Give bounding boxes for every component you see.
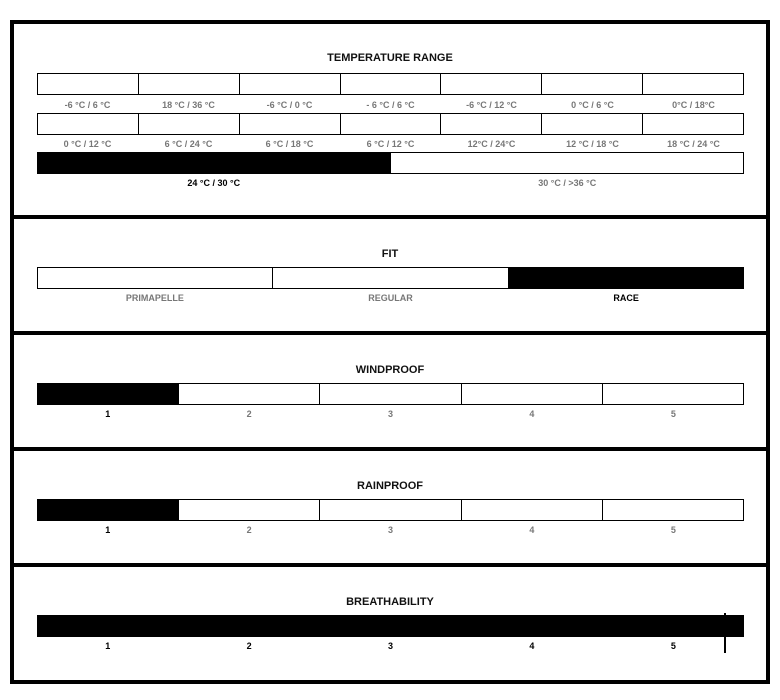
level-cell-filled <box>179 616 320 636</box>
temp-label: -6 °C / 12 °C <box>466 100 517 110</box>
temp-label: 12°C / 24°C <box>467 139 516 149</box>
level-cell <box>603 384 743 404</box>
temp-cell <box>441 114 542 134</box>
breathability-title: BREATHABILITY <box>346 596 434 608</box>
level-cell-filled <box>38 384 179 404</box>
level-label: 4 <box>529 641 535 651</box>
level-cell-filled <box>38 500 179 520</box>
level-cell-filled <box>462 616 603 636</box>
temp-label: 0 °C / 6 °C <box>571 100 614 110</box>
temp-cell <box>38 74 139 94</box>
temp-cell <box>441 74 542 94</box>
temp-label: - 6 °C / 6 °C <box>366 100 415 110</box>
temp-cell <box>643 74 743 94</box>
temp-cell <box>341 114 442 134</box>
temp-cell <box>139 74 240 94</box>
temp-cell-selected <box>38 153 391 173</box>
level-label: 2 <box>246 409 252 419</box>
level-cell <box>462 384 603 404</box>
temp-cell <box>38 114 139 134</box>
temp-label: -6 °C / 0 °C <box>266 100 313 110</box>
temperature-bar-1 <box>37 73 744 95</box>
level-cell-filled <box>38 616 179 636</box>
level-label: 1 <box>105 641 111 651</box>
temp-label: 6 °C / 12 °C <box>366 139 415 149</box>
temp-label: 0 °C / 12 °C <box>63 139 112 149</box>
windproof-bar <box>37 383 744 405</box>
rainproof-title: RAINPROOF <box>357 480 423 492</box>
windproof-title: WINDPROOF <box>355 364 425 376</box>
temp-label: 0°C / 18°C <box>672 100 715 110</box>
level-cell <box>320 500 461 520</box>
fit-bar <box>37 267 744 289</box>
fit-label: REGULAR <box>368 293 413 303</box>
breathability-section <box>14 567 766 680</box>
fit-label-selected: RACE <box>613 293 639 303</box>
level-cell <box>179 500 320 520</box>
level-label: 1 <box>105 409 111 419</box>
rainproof-bar <box>37 499 744 521</box>
fit-label: PRIMAPELLE <box>125 293 184 303</box>
rainproof-section <box>14 451 766 567</box>
windproof-section <box>14 335 766 451</box>
temp-label: -6 °C / 6 °C <box>64 100 111 110</box>
level-label: 4 <box>529 409 535 419</box>
temp-cell <box>643 114 743 134</box>
level-label: 3 <box>388 525 394 535</box>
temperature-bar-3 <box>37 152 744 174</box>
temp-cell <box>240 114 341 134</box>
temp-cell <box>139 114 240 134</box>
product-specs-panel <box>10 20 770 684</box>
level-cell <box>462 500 603 520</box>
level-cell-filled <box>320 616 461 636</box>
level-label: 5 <box>670 525 676 535</box>
temp-cell <box>391 153 743 173</box>
temp-cell <box>240 74 341 94</box>
level-label: 1 <box>105 525 111 535</box>
level-label: 5 <box>670 409 676 419</box>
temp-label-selected: 24 °C / 30 °C <box>187 178 241 188</box>
level-label: 2 <box>246 641 252 651</box>
level-label: 2 <box>246 525 252 535</box>
temp-cell <box>542 114 643 134</box>
level-cell-filled <box>603 616 743 636</box>
fit-cell <box>38 268 273 288</box>
temp-label: 12 °C / 18 °C <box>566 139 619 149</box>
temp-cell <box>341 74 442 94</box>
fit-title: FIT <box>381 248 399 260</box>
fit-section <box>14 219 766 335</box>
level-label: 3 <box>388 409 394 419</box>
fit-cell-selected <box>509 268 743 288</box>
temp-cell <box>542 74 643 94</box>
temperature-bar-2 <box>37 113 744 135</box>
temperature-section <box>14 24 766 219</box>
temp-label: 30 °C / >36 °C <box>538 178 597 188</box>
level-label: 4 <box>529 525 535 535</box>
level-cell <box>179 384 320 404</box>
breathability-bar <box>37 615 744 637</box>
fit-cell <box>273 268 508 288</box>
temp-label: 18 °C / 24 °C <box>667 139 720 149</box>
temp-label: 18 °C / 36 °C <box>162 100 215 110</box>
temp-label: 6 °C / 24 °C <box>164 139 213 149</box>
level-label: 5 <box>670 641 676 651</box>
level-cell <box>603 500 743 520</box>
level-label: 3 <box>388 641 394 651</box>
level-cell <box>320 384 461 404</box>
temp-label: 6 °C / 18 °C <box>265 139 314 149</box>
temperature-title: TEMPERATURE RANGE <box>327 52 453 64</box>
